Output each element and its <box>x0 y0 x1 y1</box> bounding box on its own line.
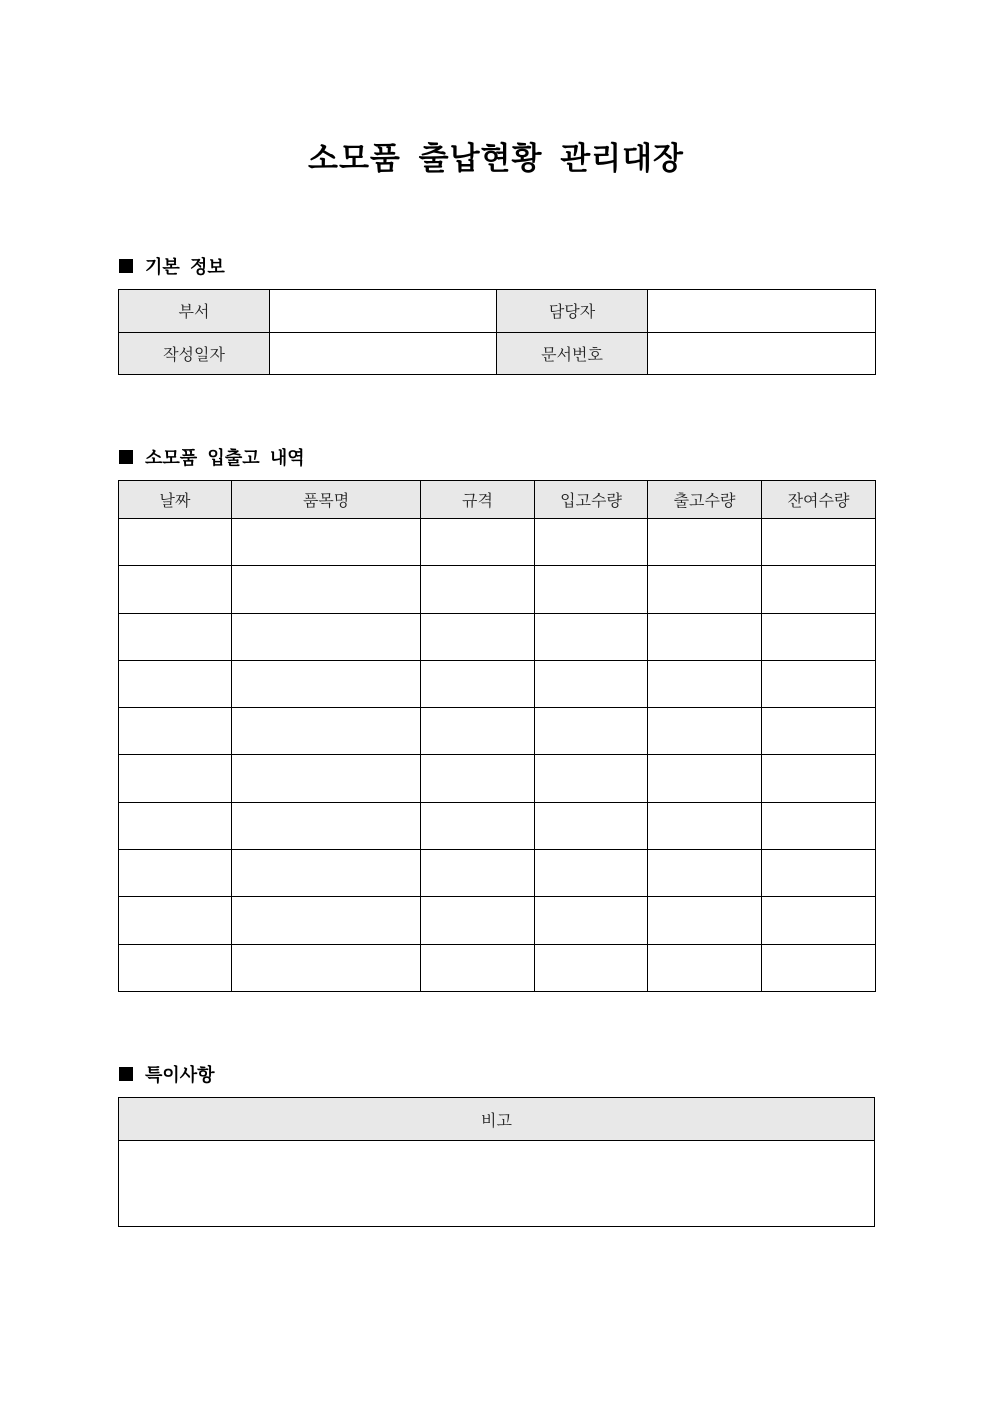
cell-spec[interactable] <box>421 944 535 991</box>
cell-remaining-qty[interactable] <box>762 944 876 991</box>
section-heading-label: 특이사항 <box>145 1065 215 1086</box>
cell-date[interactable] <box>119 755 232 802</box>
cell-remaining-qty[interactable] <box>762 850 876 897</box>
cell-remaining-qty[interactable] <box>762 708 876 755</box>
section-heading-label: 기본 정보 <box>145 257 225 278</box>
cell-item-name[interactable] <box>232 755 421 802</box>
cell-incoming-qty[interactable] <box>535 897 648 944</box>
cell-item-name[interactable] <box>232 613 421 660</box>
cell-remaining-qty[interactable] <box>762 660 876 707</box>
table-row <box>119 708 876 755</box>
cell-spec[interactable] <box>421 613 535 660</box>
cell-incoming-qty[interactable] <box>535 708 648 755</box>
cell-date[interactable] <box>119 944 232 991</box>
cell-outgoing-qty[interactable] <box>648 944 762 991</box>
cell-item-name[interactable] <box>232 850 421 897</box>
table-row <box>119 755 876 802</box>
cell-outgoing-qty[interactable] <box>648 613 762 660</box>
cell-incoming-qty[interactable] <box>535 944 648 991</box>
cell-outgoing-qty[interactable] <box>648 660 762 707</box>
cell-remaining-qty[interactable] <box>762 755 876 802</box>
remarks-field[interactable] <box>119 1141 875 1227</box>
column-header-date: 날짜 <box>119 481 232 519</box>
cell-remaining-qty[interactable] <box>762 566 876 613</box>
cell-outgoing-qty[interactable] <box>648 708 762 755</box>
manager-field[interactable] <box>648 290 876 333</box>
cell-spec[interactable] <box>421 802 535 849</box>
cell-spec[interactable] <box>421 708 535 755</box>
table-row <box>119 332 876 375</box>
department-label: 부서 <box>119 290 270 333</box>
notes-table <box>118 1097 875 1227</box>
column-header-outgoing-qty: 출고수량 <box>648 481 762 519</box>
cell-remaining-qty[interactable] <box>762 613 876 660</box>
cell-item-name[interactable] <box>232 660 421 707</box>
document-number-field[interactable] <box>648 332 876 375</box>
manager-label: 담당자 <box>497 290 648 333</box>
date-field[interactable] <box>270 332 497 375</box>
table-row <box>119 290 876 333</box>
cell-spec[interactable] <box>421 660 535 707</box>
table-row <box>119 566 876 613</box>
basic-info-table <box>118 289 876 375</box>
cell-date[interactable] <box>119 897 232 944</box>
cell-incoming-qty[interactable] <box>535 755 648 802</box>
cell-incoming-qty[interactable] <box>535 802 648 849</box>
square-bullet-icon <box>119 450 133 464</box>
cell-outgoing-qty[interactable] <box>648 897 762 944</box>
date-label: 작성일자 <box>119 332 270 375</box>
table-header-row <box>119 481 876 519</box>
column-header-remarks: 비고 <box>119 1098 875 1141</box>
table-header-row <box>119 1098 875 1141</box>
cell-date[interactable] <box>119 519 232 566</box>
cell-incoming-qty[interactable] <box>535 850 648 897</box>
cell-remaining-qty[interactable] <box>762 897 876 944</box>
cell-date[interactable] <box>119 708 232 755</box>
cell-outgoing-qty[interactable] <box>648 755 762 802</box>
cell-spec[interactable] <box>421 519 535 566</box>
section-heading-label: 소모품 입출고 내역 <box>145 448 305 469</box>
table-row <box>119 613 876 660</box>
table-row <box>119 660 876 707</box>
column-header-item-name: 품목명 <box>232 481 421 519</box>
table-row <box>119 897 876 944</box>
cell-date[interactable] <box>119 660 232 707</box>
cell-spec[interactable] <box>421 755 535 802</box>
column-header-spec: 규격 <box>421 481 535 519</box>
section-heading-notes <box>119 1061 215 1087</box>
square-bullet-icon <box>119 1067 133 1081</box>
cell-spec[interactable] <box>421 566 535 613</box>
cell-item-name[interactable] <box>232 944 421 991</box>
cell-incoming-qty[interactable] <box>535 566 648 613</box>
cell-date[interactable] <box>119 613 232 660</box>
cell-outgoing-qty[interactable] <box>648 802 762 849</box>
table-row <box>119 944 876 991</box>
cell-item-name[interactable] <box>232 566 421 613</box>
page-title: 소모품 출납현황 관리대장 <box>308 141 684 177</box>
column-header-remaining-qty: 잔여수량 <box>762 481 876 519</box>
cell-item-name[interactable] <box>232 708 421 755</box>
section-heading-basic-info <box>119 253 225 279</box>
cell-outgoing-qty[interactable] <box>648 566 762 613</box>
department-field[interactable] <box>270 290 497 333</box>
cell-date[interactable] <box>119 566 232 613</box>
table-row <box>119 802 876 849</box>
cell-date[interactable] <box>119 802 232 849</box>
section-heading-ledger <box>119 444 305 470</box>
cell-spec[interactable] <box>421 850 535 897</box>
cell-spec[interactable] <box>421 897 535 944</box>
cell-item-name[interactable] <box>232 897 421 944</box>
cell-item-name[interactable] <box>232 802 421 849</box>
cell-outgoing-qty[interactable] <box>648 519 762 566</box>
cell-date[interactable] <box>119 850 232 897</box>
square-bullet-icon <box>119 259 133 273</box>
cell-incoming-qty[interactable] <box>535 613 648 660</box>
table-row <box>119 850 876 897</box>
cell-remaining-qty[interactable] <box>762 519 876 566</box>
cell-item-name[interactable] <box>232 519 421 566</box>
document-number-label: 문서번호 <box>497 332 648 375</box>
ledger-table <box>118 480 876 992</box>
column-header-incoming-qty: 입고수량 <box>535 481 648 519</box>
cell-outgoing-qty[interactable] <box>648 850 762 897</box>
table-row <box>119 519 876 566</box>
cell-remaining-qty[interactable] <box>762 802 876 849</box>
table-row <box>119 1141 875 1227</box>
cell-incoming-qty[interactable] <box>535 660 648 707</box>
cell-incoming-qty[interactable] <box>535 519 648 566</box>
